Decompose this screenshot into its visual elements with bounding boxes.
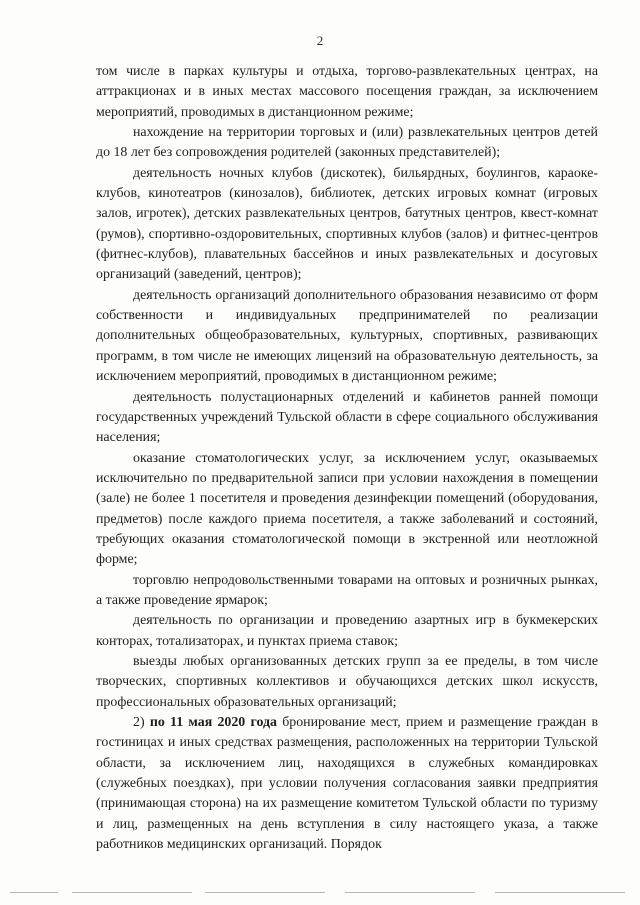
- paragraph: нахождение на территории торговых и (или) развлекательных центров детей до 18 лет без сопровождения родителей (законных представителей);: [96, 125, 598, 161]
- paragraph: деятельность организаций дополнительного образования независимо от форм собственности и индивидуальных предпринимателей по реализации дополнительных общеобразовательных, культурных, спортивных, развивающих программ, в том числе не имеющих лицензий на образовательную деятельность, за исключением мероприятий, проводимых в дистанционном режиме;: [96, 287, 598, 385]
- page-number: 2: [316, 33, 324, 48]
- list-item-2: [96, 713, 598, 855]
- paragraph: деятельность по организации и проведению азартных игр в букмекерских конторах, тотализаторах, и пунктах приема ставок;: [96, 613, 598, 649]
- scan-artifact-line: [495, 892, 625, 893]
- document-body: [96, 62, 598, 855]
- paragraph: деятельность полустационарных отделений и кабинетов ранней помощи государственных учреждений Тульской области в сфере социального обслуживания населения;: [96, 389, 598, 446]
- paragraph: выезды любых организованных детских групп за ее пределы, в том числе творческих, спортивных коллективов и обучающихся детских школ искусств, профессиональных образовательных организаций;: [96, 653, 598, 710]
- list-item-marker: 2): [133, 715, 150, 730]
- scan-artifact-line: [205, 892, 325, 893]
- deadline-date: по 11 мая 2020 года: [149, 715, 277, 730]
- paragraph: деятельность ночных клубов (дискотек), бильярдных, боулингов, караоке-клубов, кинотеатров (кинозалов), библиотек, детских игровых комнат (игровых залов, игротек), детских развлекательных центров, батутных центров, квест-комнат (румов), спортивно-оздоровительных, спортивных клубов (залов) и фитнес-центров (фитнес-клубов), плавательных бассейнов и иных развлекательных и досуговых организаций (заведений, центров);: [96, 165, 598, 283]
- paragraph: оказание стоматологических услуг, за исключением услуг, оказываемых исключительно по предварительной записи при условии нахождения в помещении (зале) не более 1 посетителя и проведения дезинфекции помещений (оборудования, предметов) после каждого приема посетителя, а также заболеваний и состояний, требующих оказания стоматологической помощи в экстренной или неотложной форме;: [96, 450, 598, 568]
- paragraph: том числе в парках культуры и отдыха, торгово-развлекательных центрах, на аттракционах и в иных местах массового посещения граждан, за исключением мероприятий, проводимых в дистанционном режиме;: [96, 64, 598, 120]
- scan-artifact-line: [10, 892, 58, 893]
- scan-artifact-line: [72, 892, 192, 893]
- scan-artifact-line: [345, 892, 475, 893]
- list-item-text: бронирование мест, прием и размещение граждан в гостиницах и иных средствах размещения, расположенных на территории Тульской области, за исключением лиц, находящихся в служебных командировках (служебных поездках), при условии получения согласования заявки предприятия (принимающая сторона) на их размещение комитетом Тульской области по туризму и лиц, размещенных на день вступления в силу настоящего указа, а также работников медицинских организаций. Порядок: [96, 715, 599, 853]
- paragraph: торговлю непродовольственными товарами на оптовых и розничных рынках, а также проведение ярмарок;: [96, 572, 598, 608]
